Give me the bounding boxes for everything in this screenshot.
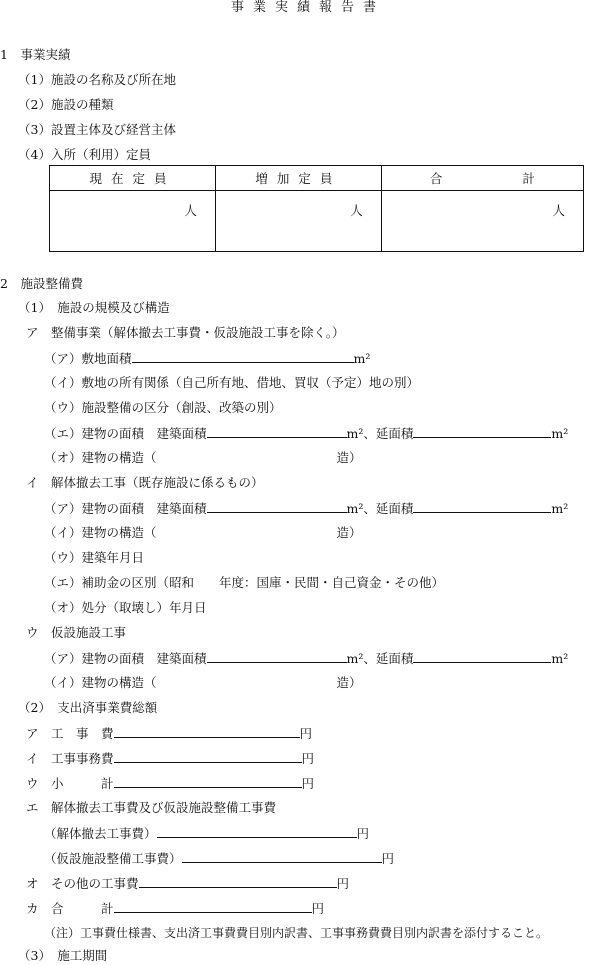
capacity-table bbox=[49, 165, 584, 252]
structure-suffix: 造） bbox=[336, 675, 362, 690]
subtotal-row bbox=[26, 775, 314, 792]
a-structure-row bbox=[44, 450, 362, 466]
unit-yen: 円 bbox=[301, 751, 315, 766]
temp-facility-cost-blank bbox=[182, 850, 382, 863]
unit-m2: m² bbox=[551, 426, 569, 441]
construction-cost-row bbox=[26, 725, 312, 742]
unit-m2-floor-area: m²、延面積 bbox=[346, 651, 414, 666]
floor-area-blank bbox=[413, 425, 551, 438]
document-title: 事業実績報告書 bbox=[230, 0, 385, 15]
item-2-1: （1） 施設の規模及び構造 bbox=[18, 300, 170, 315]
subsection-a-title: ア 整備事業（解体撤去工事費・仮設施設工事を除く。） bbox=[26, 325, 345, 340]
item-1-4: （4）入所（利用）定員 bbox=[18, 147, 151, 162]
demolition-cost-label: （解体撤去工事費） bbox=[44, 826, 157, 841]
header-total-b: 計 bbox=[522, 171, 535, 186]
item-1-1: （1）施設の名称及び所在地 bbox=[18, 72, 176, 87]
building-area-blank bbox=[207, 500, 347, 513]
b-building-area-row bbox=[44, 500, 568, 517]
header-current-capacity: 現在定員 bbox=[50, 166, 216, 191]
disposal-date-row: （オ）処分（取壊し）年月日 bbox=[44, 600, 207, 615]
site-area-label: （ア）敷地面積 bbox=[44, 351, 132, 366]
admin-cost-blank bbox=[114, 750, 302, 763]
c-structure-row bbox=[44, 675, 362, 691]
demolition-cost-row bbox=[44, 825, 369, 842]
subtotal-label: ウ 小 計 bbox=[26, 776, 114, 791]
build-date-row: （ウ）建築年月日 bbox=[44, 550, 145, 565]
unit-yen: 円 bbox=[301, 776, 315, 791]
structure-label: （オ）建物の構造（ bbox=[44, 450, 157, 465]
unit-person: 人 bbox=[552, 203, 565, 218]
unit-yen: 円 bbox=[311, 901, 325, 916]
subsidy-type-row: （エ）補助金の区別（昭和 年度：国庫・民間・自己資金・その他） bbox=[44, 575, 445, 590]
building-area-blank bbox=[207, 650, 347, 663]
a-building-area-row bbox=[44, 425, 568, 442]
unit-yen: 円 bbox=[299, 726, 313, 741]
other-cost-blank bbox=[139, 875, 337, 888]
site-area-row bbox=[44, 350, 370, 367]
subsection-b-title: イ 解体撤去工事（既存施設に係るもの） bbox=[26, 475, 264, 490]
unit-yen: 円 bbox=[336, 876, 350, 891]
total-cost-label: カ 合 計 bbox=[26, 901, 114, 916]
structure-suffix: 造） bbox=[336, 450, 362, 465]
unit-m2-floor-area: m²、延面積 bbox=[346, 501, 414, 516]
total-capacity-cell bbox=[381, 191, 583, 252]
temp-facility-cost-label: （仮設施設整備工事費） bbox=[44, 851, 182, 866]
subtotal-blank bbox=[114, 775, 302, 788]
floor-area-blank bbox=[413, 500, 551, 513]
structure-label: （イ）建物の構造（ bbox=[44, 675, 157, 690]
attachment-note: （注）工事費仕様書、支出済工事費費目別内訳書、工事事務費費目別内訳書を添付すること。 bbox=[44, 926, 549, 940]
site-area-blank bbox=[132, 350, 354, 363]
unit-m2-floor-area: m²、延面積 bbox=[346, 426, 414, 441]
section-1-heading: 1 事業実績 bbox=[0, 47, 71, 62]
temp-facility-cost-row bbox=[44, 850, 394, 867]
header-increase-capacity: 増加定員 bbox=[215, 166, 381, 191]
header-total-a: 合 bbox=[429, 171, 443, 186]
building-area-label: （ア）建物の面積 建築面積 bbox=[44, 651, 207, 666]
item-2-2: （2） 支出済事業費総額 bbox=[18, 700, 158, 715]
item-1-2: （2）施設の種類 bbox=[18, 97, 114, 112]
construction-cost-label: ア 工 事 費 bbox=[26, 726, 114, 741]
unit-person: 人 bbox=[350, 203, 363, 218]
building-area-blank bbox=[207, 425, 347, 438]
unit-yen: 円 bbox=[381, 851, 395, 866]
other-cost-row bbox=[26, 875, 349, 892]
admin-cost-label: イ 工事事務費 bbox=[26, 751, 114, 766]
item-1-3: （3）設置主体及び経営主体 bbox=[18, 122, 176, 137]
site-ownership-row: （イ）敷地の所有関係（自己所有地、借地、買収（予定）地の別） bbox=[44, 375, 420, 390]
total-cost-blank bbox=[114, 900, 312, 913]
increase-capacity-cell bbox=[215, 191, 381, 252]
structure-label: （イ）建物の構造（ bbox=[44, 525, 157, 540]
unit-m2: m² bbox=[551, 501, 569, 516]
construction-cost-blank bbox=[114, 725, 300, 738]
admin-cost-row bbox=[26, 750, 314, 767]
current-capacity-cell bbox=[50, 191, 216, 252]
unit-person: 人 bbox=[184, 203, 197, 218]
other-cost-label: オ その他の工事費 bbox=[26, 876, 139, 891]
unit-m2: m² bbox=[353, 351, 371, 366]
item-2-3: （3） 施工期間 bbox=[18, 948, 108, 963]
structure-suffix: 造） bbox=[336, 525, 362, 540]
building-area-label: （ア）建物の面積 建築面積 bbox=[44, 501, 207, 516]
building-area-label: （エ）建物の面積 建築面積 bbox=[44, 426, 207, 441]
construction-type-row: （ウ）施設整備の区分（創設、改築の別） bbox=[44, 400, 282, 415]
c-building-area-row bbox=[44, 650, 568, 667]
subsection-c-title: ウ 仮設施設工事 bbox=[26, 625, 127, 640]
demolition-temp-cost-title: エ 解体撤去工事費及び仮設施設整備工事費 bbox=[26, 800, 277, 815]
header-total bbox=[381, 166, 583, 191]
demolition-cost-blank bbox=[157, 825, 357, 838]
unit-yen: 円 bbox=[356, 826, 370, 841]
floor-area-blank bbox=[413, 650, 551, 663]
section-2-heading: 2 施設整備費 bbox=[0, 276, 83, 291]
b-structure-row bbox=[44, 525, 362, 541]
unit-m2: m² bbox=[551, 651, 569, 666]
total-cost-row bbox=[26, 900, 324, 917]
